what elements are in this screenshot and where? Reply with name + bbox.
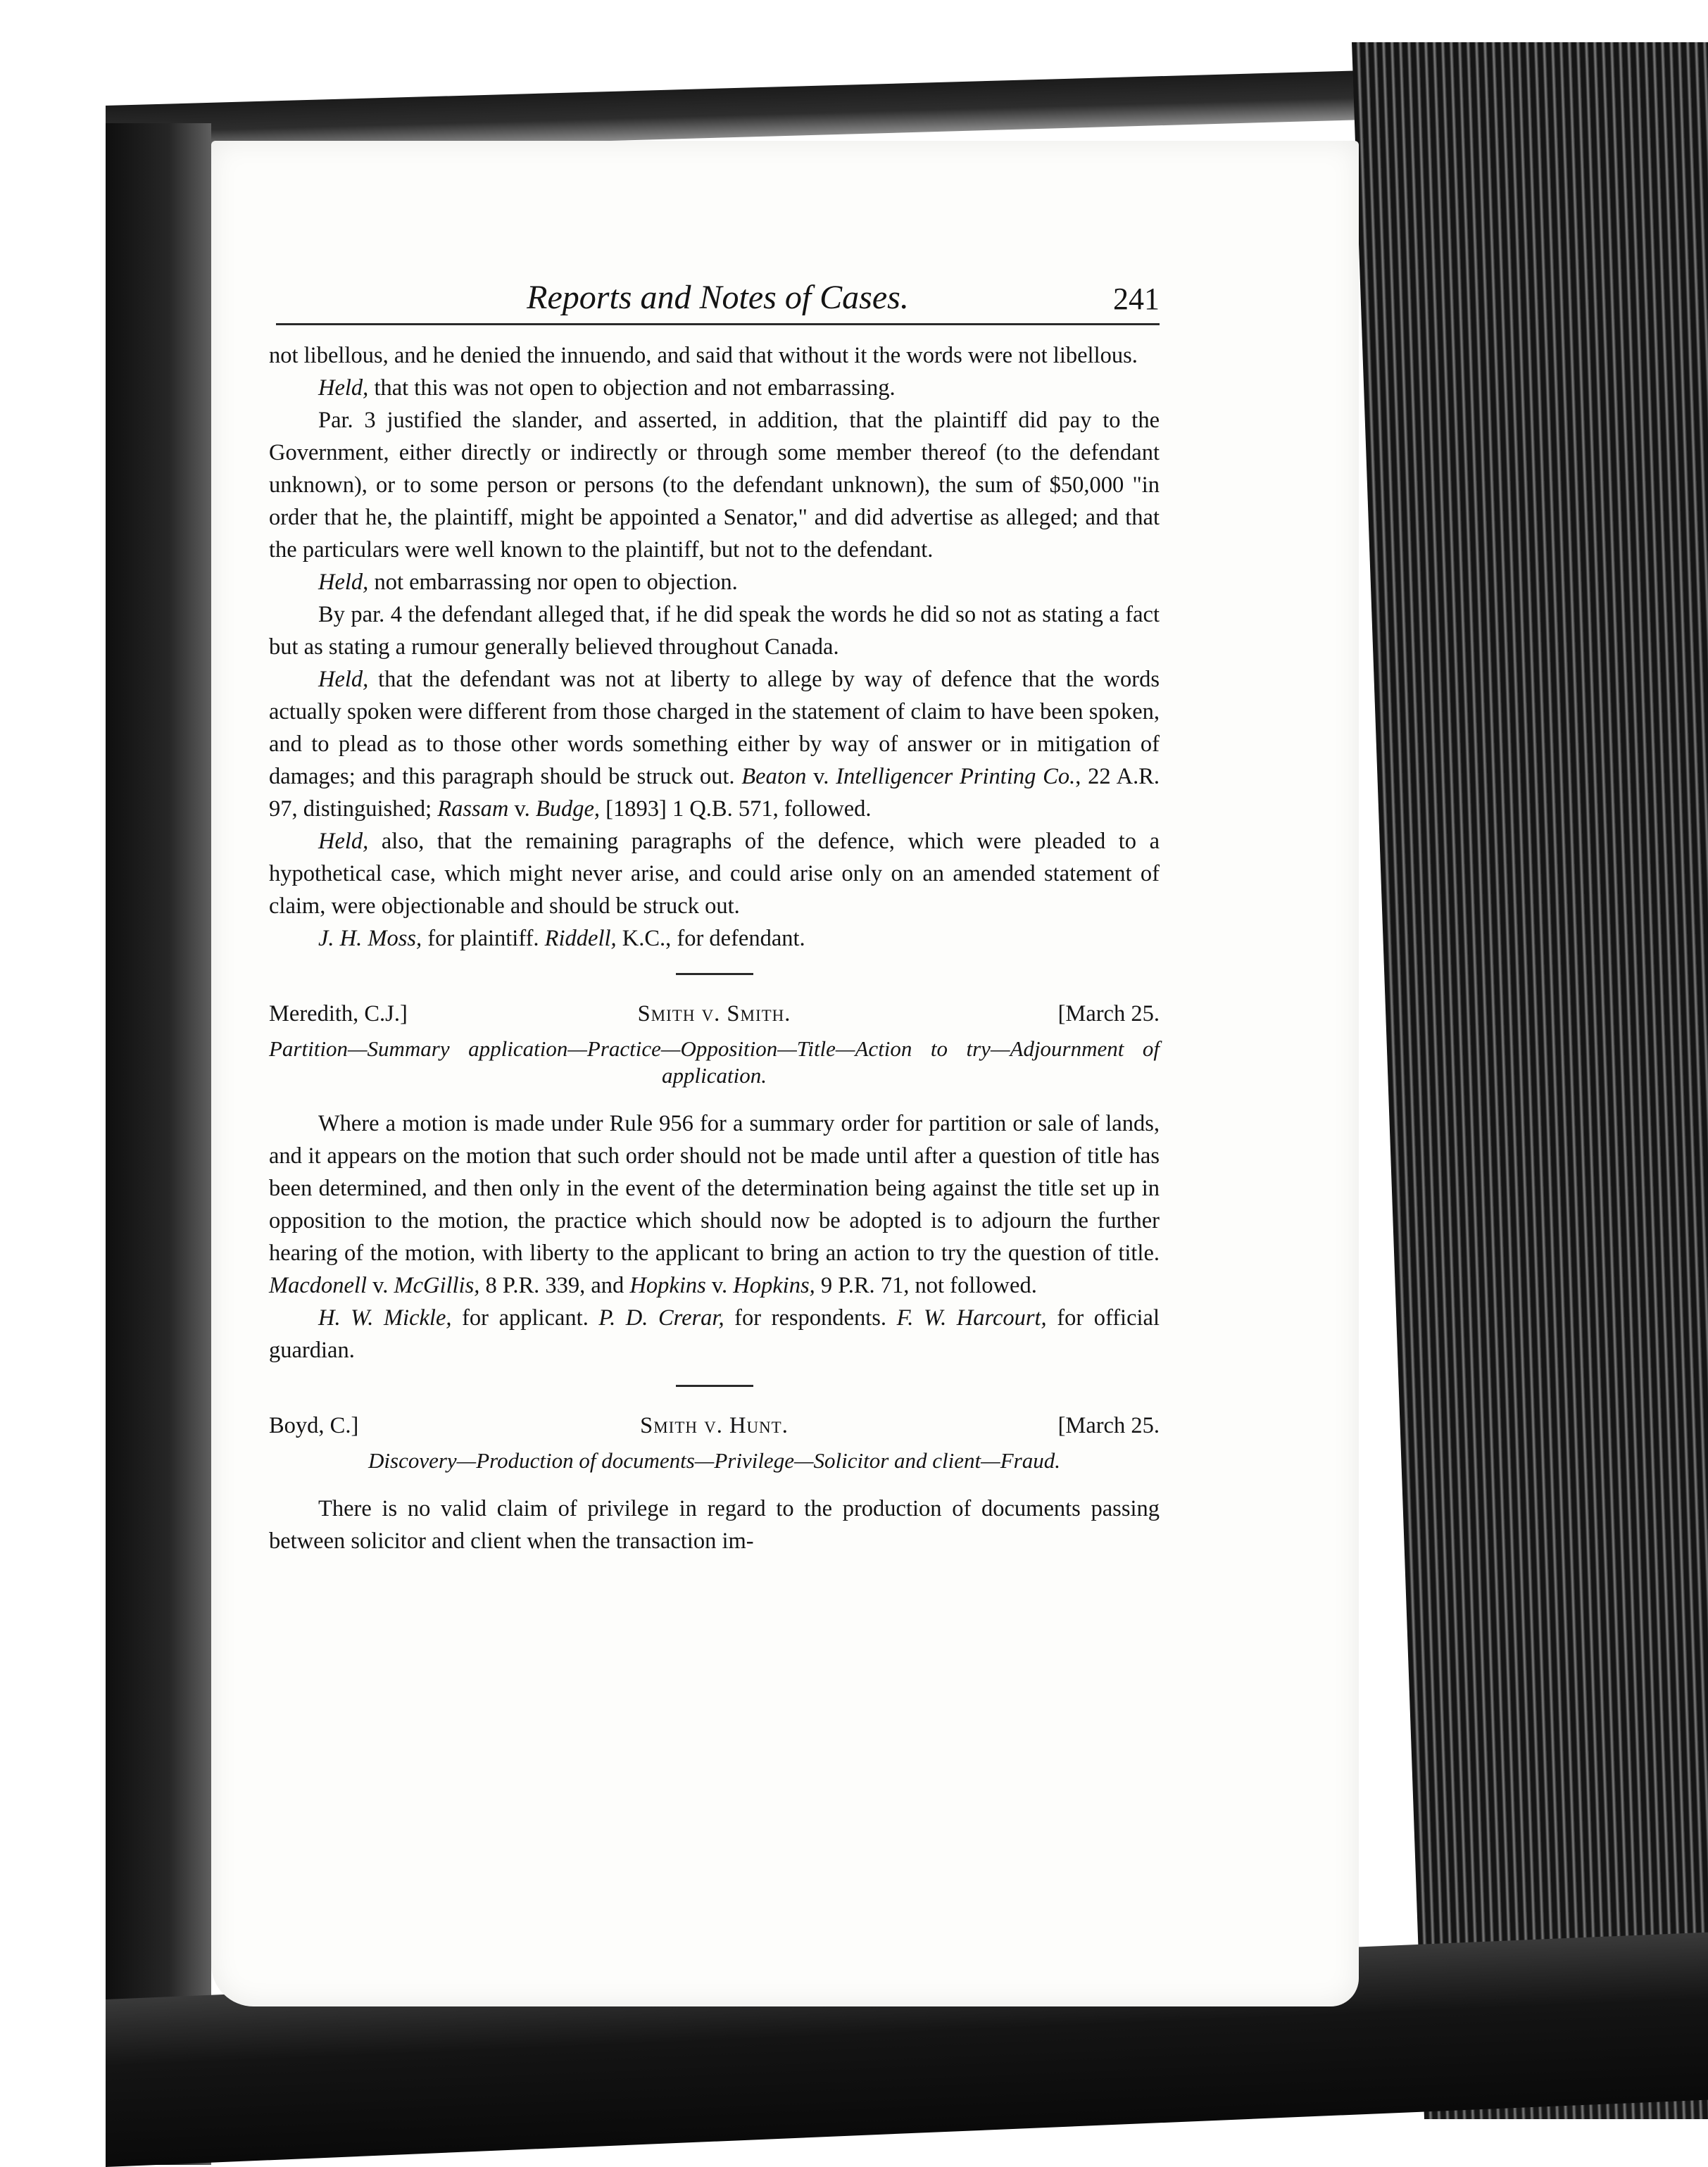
versus: v.	[806, 764, 836, 789]
case-headnote: Partition—Summary application—Practice—Opposition—Title—Action to try—Adjournment of application.	[269, 1036, 1160, 1088]
page-number: 241	[1113, 282, 1160, 316]
paragraph-text: By par. 4 the defendant alleged that, if he did speak the words he did so not as stating a fact but as stating a rumour generally believed throughout Canada.	[269, 602, 1160, 660]
paragraph-text: 8 P.R. 339, and	[479, 1273, 630, 1298]
paragraph-text: [1893] 1 Q.B. 571, followed.	[600, 796, 872, 822]
paragraph	[269, 598, 1160, 663]
case-judge: Boyd, C.]	[269, 1413, 359, 1438]
counsel-name: Riddell,	[544, 926, 617, 951]
counsel-role: for official guardian.	[269, 1305, 1160, 1363]
paragraph	[269, 372, 1160, 404]
paragraph-text: not libellous, and he denied the innuendo, and said that without it the words were not libellous.	[269, 343, 1138, 368]
versus: v.	[366, 1273, 394, 1298]
versus: v.	[508, 796, 536, 822]
paragraph	[269, 825, 1160, 922]
paragraph-text: not embarrassing nor open to objection.	[368, 570, 738, 595]
held-label: Held,	[318, 570, 369, 595]
counsel-name: F. W. Harcourt,	[896, 1305, 1047, 1331]
counsel-role: for plaintiff.	[422, 926, 545, 951]
counsel-role: for respondents.	[724, 1305, 897, 1331]
case-header	[269, 996, 1160, 1031]
paragraph-text: There is no valid claim of privilege in regard to the production of documents passing between solicitor and client when the transaction im-	[269, 1496, 1160, 1554]
counsel-name: J. H. Moss,	[318, 926, 422, 951]
versus: v.	[705, 1273, 734, 1298]
paragraph-text: that this was not open to objection and not embarrassing.	[368, 375, 896, 401]
paragraph	[269, 566, 1160, 598]
counsel-name: H. W. Mickle,	[318, 1305, 452, 1331]
paragraph-text: , 22 A.R. 97, distinguished;	[269, 764, 1160, 822]
running-head	[276, 278, 1160, 325]
case-citation: Budge,	[535, 796, 601, 822]
case-judge: Meredith, C.J.]	[269, 1001, 408, 1026]
paragraph-text: that the defendant was not at liberty to allege by way of defence that the words actually spoken were different from those charged in the statement of claim to have been spoken, and to plead as to those other words something either by way of answer or in mitigation of damages; and this paragraph should be struck out.	[269, 667, 1160, 789]
paragraph	[269, 404, 1160, 566]
counsel-line	[269, 1302, 1160, 1367]
paragraph	[269, 1107, 1160, 1302]
paragraph	[269, 663, 1160, 825]
paragraph	[269, 339, 1160, 372]
case-citation: Beaton	[741, 764, 807, 789]
binding-shadow-left	[106, 123, 211, 2165]
paragraph-text: Par. 3 justified the slander, and asserted, in addition, that the plaintiff did pay to the Government, either directly or indirectly or through some member thereof (to the defendant unknown), or to some person or persons (to the defendant unknown), the sum of $50,000 "in order that he, the plaintiff, might be appointed a Senator," and did advertise as alleged; and that the particulars were well known to the plaintiff, but not to the defendant.	[269, 408, 1160, 563]
running-title: Reports and Notes of Cases.	[527, 279, 909, 316]
held-label: Held,	[318, 829, 369, 854]
case-citation: Hopkins,	[733, 1273, 815, 1298]
paragraph-text: 9 P.R. 71, not followed.	[815, 1273, 1037, 1298]
case-date: [March 25.	[1057, 1001, 1160, 1026]
case-title: Smith v. Smith.	[637, 1001, 791, 1026]
case-separator	[676, 1385, 753, 1387]
held-label: Held,	[318, 667, 369, 692]
counsel-line	[269, 922, 1160, 955]
case-separator	[676, 973, 753, 975]
case-citation: Intelligencer Printing Co.	[836, 764, 1076, 789]
case-citation: Macdonell	[269, 1273, 367, 1298]
case-citation: McGillis,	[394, 1273, 480, 1298]
case-citation: Rassam	[437, 796, 509, 822]
case-date: [March 25.	[1057, 1413, 1160, 1438]
counsel-role: K.C., for defendant.	[616, 926, 805, 951]
paragraph-text: Where a motion is made under Rule 956 for a summary order for partition or sale of lands, and it appears on the motion that such order should not be made until after a question of title has been determined, and then only in the event of the determination being against the title set up in opposition to the motion, the practice which should now be adopted is to adjourn the further hearing of the motion, with liberty to the applicant to bring an action to try the question of title.	[269, 1111, 1160, 1266]
counsel-role: for applicant.	[451, 1305, 599, 1331]
paragraph-text: also, that the remaining paragraphs of the defence, which were pleaded to a hypothetical case, which might never arise, and could arise only on an amended statement of claim, were objectionable and should be struck out.	[269, 829, 1160, 919]
case-headnote: Discovery—Production of documents—Privilege—Solicitor and client—Fraud.	[368, 1448, 1060, 1473]
body-text	[269, 339, 1160, 1557]
counsel-name: P. D. Crerar,	[598, 1305, 724, 1331]
paragraph	[269, 1493, 1160, 1557]
held-label: Held,	[318, 375, 369, 401]
case-citation: Hopkins	[629, 1273, 706, 1298]
case-header	[269, 1408, 1160, 1443]
case-title: Smith v. Hunt.	[640, 1413, 789, 1438]
page-content	[269, 278, 1160, 1557]
